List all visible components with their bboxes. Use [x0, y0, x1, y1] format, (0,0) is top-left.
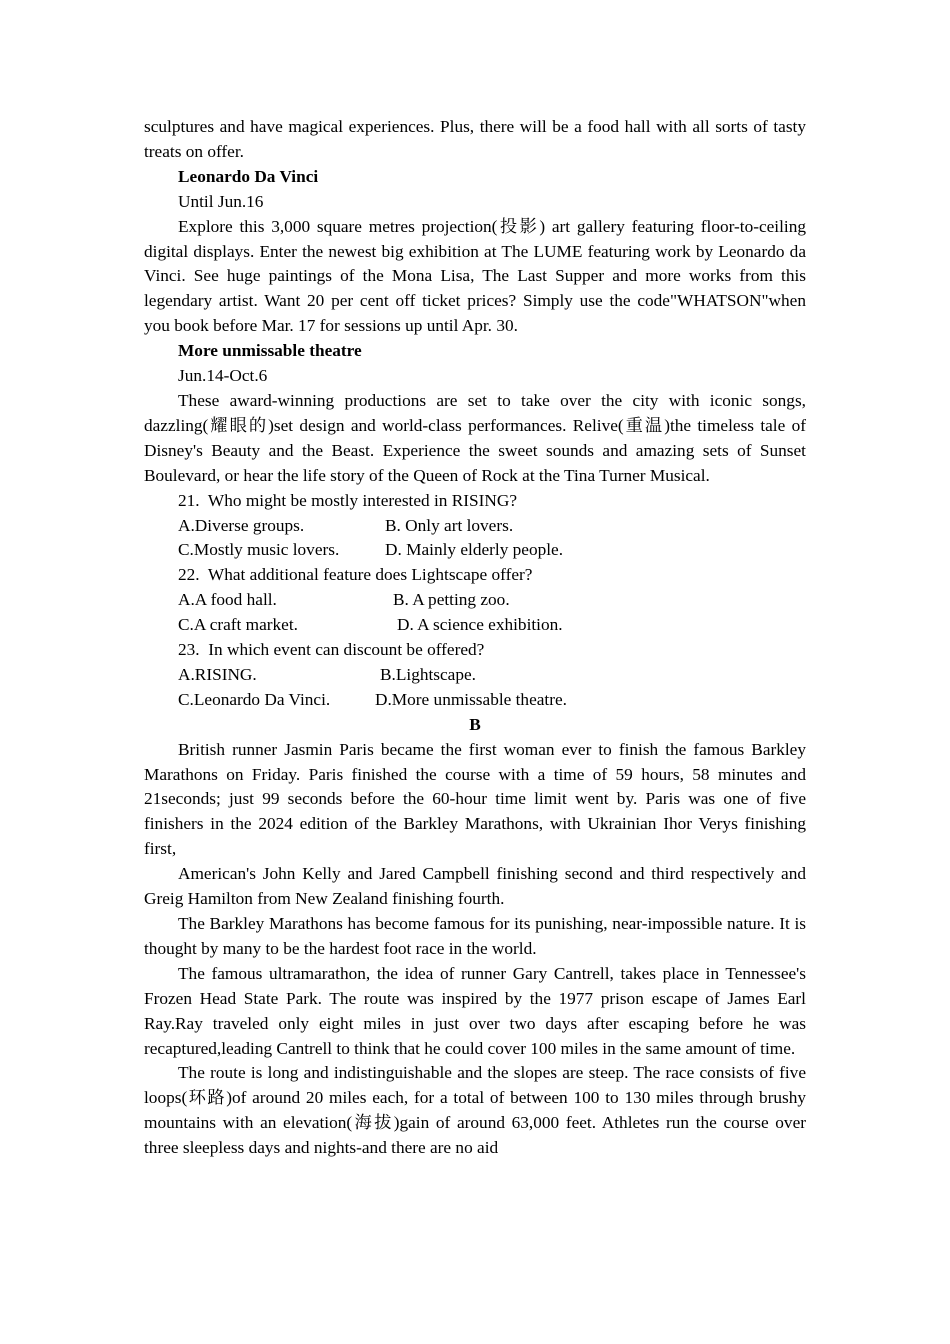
question-22 — [144, 563, 806, 638]
passage-paragraph: American's John Kelly and Jared Campbell finishing second and third respectively and Greig Hamilton from New Zealand finishing fourth. — [144, 864, 806, 909]
option-c: C.A craft market. — [178, 615, 298, 635]
option-a: A.A food hall. — [178, 590, 277, 610]
option-d: D. A science exhibition. — [397, 615, 563, 635]
option-d: D.More unmissable theatre. — [375, 689, 567, 709]
passage-paragraph: British runner Jasmin Paris became the first woman ever to finish the famous Barkley Marathons on Friday. Paris finished the course with a time of 59 hours, 58 minutes and 21seconds; just 99 seconds before the 60-hour time limit went by. Paris was one of five finishers in the 2024 edition of the Barkley Marathons, with Ukrainian Ihor Verys finishing first, — [144, 739, 806, 859]
event-title: More unmissable theatre — [178, 341, 362, 361]
options-row — [144, 538, 806, 563]
event-leonardo — [144, 165, 806, 339]
option-a: A.Diverse groups. — [178, 515, 305, 535]
question-stem: 21. Who might be mostly interested in RISING? — [178, 490, 518, 510]
option-c: C.Leonardo Da Vinci. — [178, 689, 331, 709]
event-date: Jun.14-Oct.6 — [178, 366, 268, 386]
event-theatre — [144, 339, 806, 488]
options-row — [144, 613, 806, 638]
question-21 — [144, 489, 806, 564]
options-row — [144, 514, 806, 539]
passage-paragraph: The Barkley Marathons has become famous for its punishing, near-impossible nature. It is thought by many to be the hardest foot race in the world. — [144, 914, 806, 958]
question-23 — [144, 638, 806, 713]
continuation-paragraph: sculptures and have magical experiences. Plus, there will be a food hall with all sorts of tasty treats on offer. — [144, 117, 806, 161]
option-b: B. Only art lovers. — [385, 515, 514, 535]
event-description: These award-winning productions are set to take over the city with iconic songs, dazzling(耀眼的)set design and world-class performances. Relive(重温)the timeless tale of Disney's Beauty and the Beast. Experience the sweet sounds and amazing sets of Sunset Boulevard, or hear the life story of the Queen of Rock at the Tina Turner Musical. — [144, 390, 806, 485]
passage-paragraph: The route is long and indistinguishable and the slopes are steep. The race consists of five loops(环路)of around 20 miles each, for a total of between 100 to 130 miles through brushy mountains with an elevation(海拔)gain of around 63,000 feet. Athletes run the course over three sleepless days and nights-and there are no aid — [144, 1063, 806, 1158]
option-d: D. Mainly elderly people. — [385, 540, 564, 560]
question-stem: 23. In which event can discount be offered? — [178, 640, 485, 660]
event-title: Leonardo Da Vinci — [178, 166, 319, 186]
option-b: B. A petting zoo. — [393, 590, 510, 610]
document-page — [144, 115, 806, 1161]
option-a: A.RISING. — [178, 664, 257, 684]
option-c: C.Mostly music lovers. — [178, 540, 340, 560]
event-description: Explore this 3,000 square metres projection(投影) art gallery featuring floor-to-ceiling digital displays. Enter the newest big exhibition at The LUME featuring work by Leonardo da Vinci. See huge paintings of the Mona Lisa, The Last Supper and more works from this legendary artist. Want 20 per cent off ticket prices? Simply use the code"WHATSON"when you book before Mar. 17 for sessions up until Apr. 30. — [144, 216, 806, 336]
options-row — [144, 663, 806, 688]
option-b: B.Lightscape. — [380, 664, 476, 684]
event-date: Until Jun.16 — [178, 191, 264, 211]
options-row — [144, 588, 806, 613]
question-stem: 22. What additional feature does Lightscape offer? — [178, 565, 533, 585]
section-b-heading: B — [469, 714, 481, 734]
options-row — [144, 688, 806, 713]
section-b-passage — [144, 738, 806, 1161]
passage-paragraph: The famous ultramarathon, the idea of runner Gary Cantrell, takes place in Tennessee's Frozen Head State Park. The route was inspired by the 1977 prison escape of James Earl Ray.Ray traveled only eight miles in just over two days after escaping before he was recaptured,leading Cantrell to think that he could cover 100 miles in the same amount of time. — [144, 963, 806, 1058]
